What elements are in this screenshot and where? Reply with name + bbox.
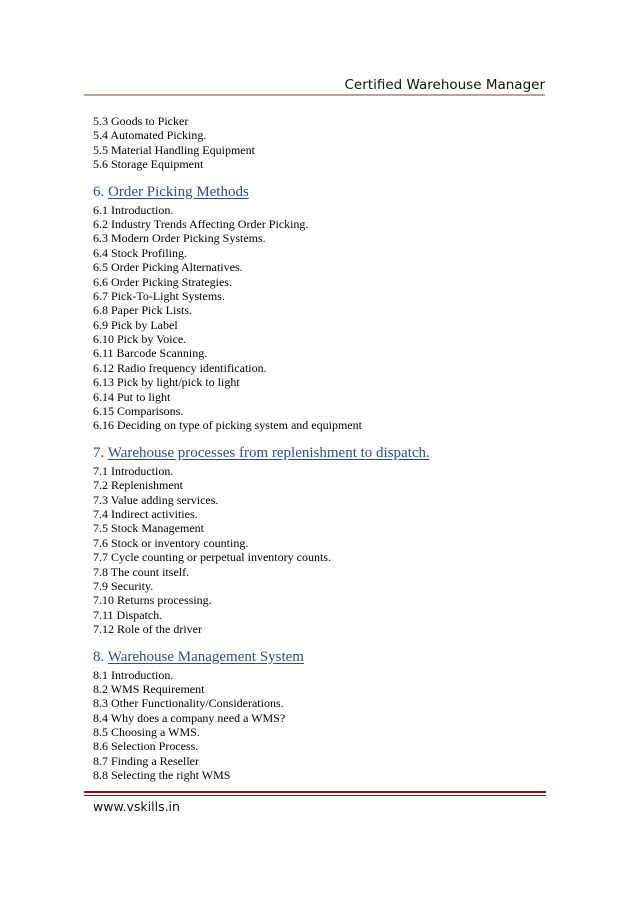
- toc-item: 8.8 Selecting the right WMS: [93, 768, 231, 783]
- toc-item: 7.5 Stock Management: [93, 521, 204, 536]
- section-number: 8.: [93, 648, 105, 665]
- toc-item: 6.6 Order Picking Strategies.: [93, 274, 232, 289]
- toc-item: 7.4 Indirect activities.: [93, 506, 198, 521]
- toc-item: 5.3 Goods to Picker: [93, 114, 189, 128]
- toc-item: 5.5 Material Handling Equipment: [93, 142, 255, 157]
- toc-item: 8.6 Selection Process.: [93, 739, 199, 754]
- toc-section: [93, 182, 553, 433]
- section-title-link[interactable]: Warehouse processes from replenishment to dispatch.: [107, 444, 430, 461]
- toc-item: 7.6 Stock or inventory counting.: [93, 535, 249, 550]
- table-of-contents: [93, 114, 553, 783]
- toc-item: 6.8 Paper Pick Lists.: [93, 303, 192, 318]
- footer-divider-thin: [84, 795, 546, 796]
- toc-item: 6.11 Barcode Scanning.: [93, 346, 208, 361]
- section-heading[interactable]: [93, 443, 553, 463]
- section-title-link[interactable]: Order Picking Methods: [108, 183, 249, 200]
- toc-item: 8.2 WMS Requirement: [93, 681, 205, 696]
- toc-item: 8.4 Why does a company need a WMS?: [93, 710, 286, 725]
- toc-item: 5.4 Automated Picking.: [93, 128, 207, 143]
- section-number: 7.: [93, 444, 105, 461]
- toc-item: 6.5 Order Picking Alternatives.: [93, 260, 243, 275]
- toc-item: 8.5 Choosing a WMS.: [93, 725, 200, 740]
- toc-item: 7.1 Introduction.: [93, 463, 174, 478]
- footer-website[interactable]: www.vskills.in: [93, 799, 180, 814]
- toc-item: 7.3 Value adding services.: [93, 492, 219, 507]
- toc-item: 6.1 Introduction.: [93, 202, 174, 217]
- toc-item: 7.8 The count itself.: [93, 564, 190, 579]
- footer-divider: [84, 791, 546, 793]
- document-title: Certified Warehouse Manager: [344, 77, 545, 93]
- toc-item: 6.3 Modern Order Picking Systems.: [93, 231, 266, 246]
- toc-section: [93, 647, 553, 783]
- header-divider: [84, 94, 545, 96]
- toc-item: 6.9 Pick by Label: [93, 317, 178, 332]
- toc-item: 7.10 Returns processing.: [93, 593, 212, 608]
- page-header: [84, 72, 545, 94]
- toc-item: 6.10 Pick by Voice.: [93, 332, 187, 347]
- section-heading[interactable]: [93, 647, 553, 667]
- section-title-link[interactable]: Warehouse Management System: [107, 648, 304, 665]
- toc-section: [93, 443, 553, 637]
- toc-item: 8.1 Introduction.: [93, 667, 174, 682]
- section-number: 6.: [93, 183, 105, 200]
- toc-item: 6.16 Deciding on type of picking system and equipment: [93, 418, 362, 433]
- toc-item: 8.7 Finding a Reseller: [93, 753, 199, 768]
- toc-item: 7.12 Role of the driver: [93, 622, 202, 637]
- toc-item: 6.2 Industry Trends Affecting Order Picking.: [93, 216, 309, 231]
- toc-item: 6.15 Comparisons.: [93, 404, 184, 419]
- toc-item: 6.13 Pick by light/pick to light: [93, 375, 240, 390]
- toc-item: 6.7 Pick-To-Light Systems.: [93, 288, 225, 303]
- toc-item: 7.9 Security.: [93, 578, 154, 593]
- toc-item: 6.12 Radio frequency identification.: [93, 360, 267, 375]
- section-list: [93, 182, 553, 783]
- toc-item: 7.7 Cycle counting or perpetual inventory counts.: [93, 550, 331, 565]
- toc-item: 6.4 Stock Profiling.: [93, 245, 188, 260]
- toc-item: 7.2 Replenishment: [93, 478, 183, 493]
- toc-item: 8.3 Other Functionality/Considerations.: [93, 696, 284, 711]
- intro-list: [93, 114, 553, 172]
- toc-item: 6.14 Put to light: [93, 389, 171, 404]
- toc-item: 5.6 Storage Equipment: [93, 157, 204, 172]
- section-heading[interactable]: [93, 182, 553, 202]
- toc-item: 7.11 Dispatch.: [93, 607, 163, 622]
